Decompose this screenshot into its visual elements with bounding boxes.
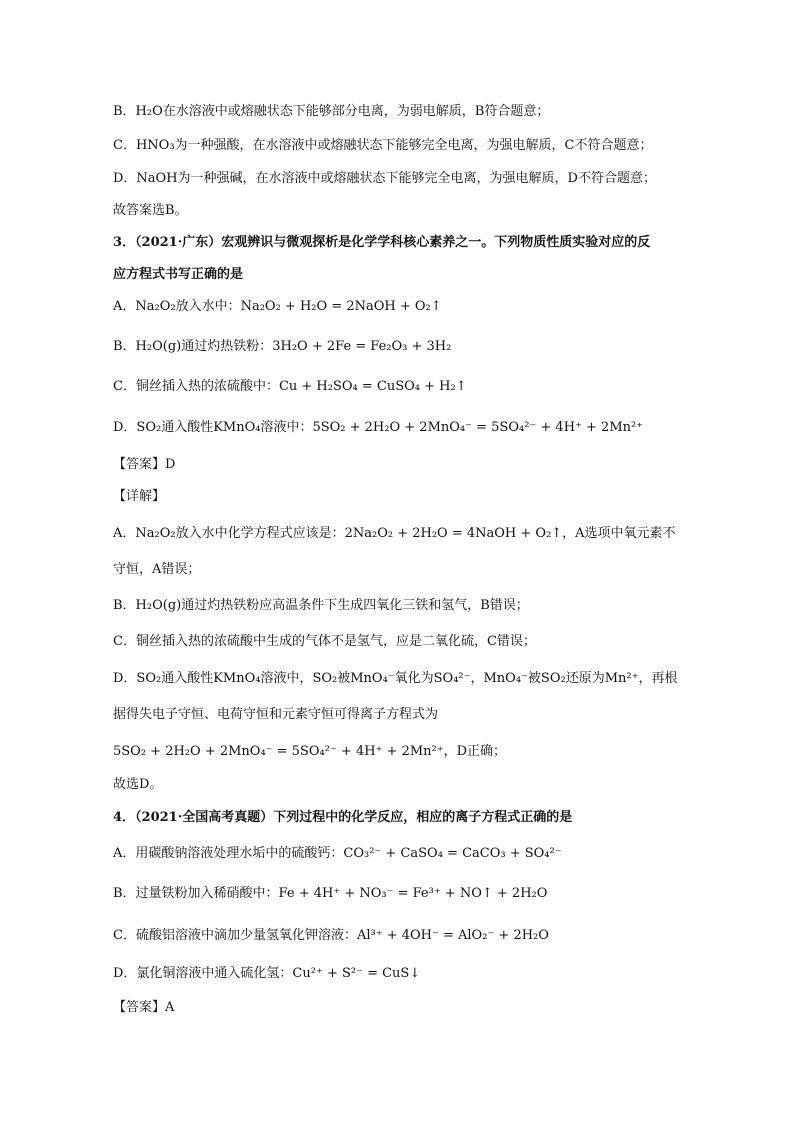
explanation-label: 【详解】 bbox=[113, 489, 166, 504]
explanation-d-cont: 据得失电子守恒、电荷守恒和元素守恒可得离子方程式为 bbox=[113, 707, 439, 722]
q4-option-b: B．过量铁粉加入稀硝酸中：Fe + 4H⁺ + NO₃⁻ = Fe³⁺ + NO↑ + 2H₂O bbox=[113, 886, 548, 901]
q4-option-c: C．硫酸铝溶液中滴加少量氢氧化钾溶液：Al³⁺ + 4OH⁻ = AlO₂⁻ + 2H₂O bbox=[113, 928, 549, 943]
option-d: D．SO₂通入酸性KMnO₄溶液中：5SO₂ + 2H₂O + 2MnO₄⁻ = 5SO₄²⁻ + 4H⁺ + 2Mn²⁺ bbox=[113, 420, 644, 435]
option-c: C．铜丝插入热的浓硫酸中：Cu + H₂SO₄ = CuSO₄ + H₂↑ bbox=[113, 379, 467, 394]
explanation-a-cont: 守恒，A错误； bbox=[113, 562, 201, 577]
text-line: 故答案选B。 bbox=[113, 203, 188, 218]
explanation-a: A．Na₂O₂放入水中化学方程式应该是：2Na₂O₂ + 2H₂O = 4NaOH + O₂↑，A选项中氧元素不 bbox=[113, 526, 676, 541]
text-line: C．HNO₃为一种强酸，在水溶液中或熔融状态下能够完全电离，为强电解质，C不符合题意； bbox=[113, 138, 653, 153]
explanation-b: B．H₂O(g)通过灼热铁粉应高温条件下生成四氧化三铁和氢气，B错误； bbox=[113, 598, 529, 613]
q4-option-d: D．氯化铜溶液中通入硫化氢：Cu²⁺ + S²⁻ = CuS↓ bbox=[113, 966, 421, 981]
explanation-d: D．SO₂通入酸性KMnO₄溶液中，SO₂被MnO₄⁻氧化为SO₄²⁻，MnO₄⁻被SO₂还原为Mn²⁺，再根 bbox=[113, 671, 678, 686]
option-a: A．Na₂O₂放入水中：Na₂O₂ + H₂O = 2NaOH + O₂↑ bbox=[113, 299, 442, 314]
explanation-c: C．铜丝插入热的浓硫酸中生成的气体不是氢气，应是二氧化硫，C错误； bbox=[113, 634, 536, 649]
text-line: B．H₂O在水溶液中或熔融状态下能够部分电离，为弱电解质，B符合题意； bbox=[113, 104, 550, 119]
option-b: B．H₂O(g)通过灼热铁粉：3H₂O + 2Fe = Fe₂O₃ + 3H₂ bbox=[113, 339, 452, 354]
ionic-equation: 5SO₂ + 2H₂O + 2MnO₄⁻ = 5SO₄²⁻ + 4H⁺ + 2Mn²⁺，D正确； bbox=[113, 744, 507, 759]
text-line: D．NaOH为一种强碱，在水溶液中或熔融状态下能够完全电离，为强电解质，D不符合题意； bbox=[113, 171, 656, 186]
question-3-stem: 3．（2021·广东）宏观辨识与微观探析是化学学科核心素养之一。下列物质性质实验对应的反 bbox=[113, 235, 651, 250]
q4-answer-label: 【答案】A bbox=[113, 1000, 175, 1015]
answer-label: 【答案】D bbox=[113, 457, 176, 472]
q4-option-a: A．用碳酸钠溶液处理水垢中的硫酸钙：CO₃²⁻ + CaSO₄ = CaCO₃ + SO₄²⁻ bbox=[113, 846, 562, 861]
question-3-stem-cont: 应方程式书写正确的是 bbox=[113, 267, 244, 282]
explanation-conclusion: 故选D。 bbox=[113, 777, 163, 792]
question-4-stem: 4．（2021·全国高考真题）下列过程中的化学反应，相应的离子方程式正确的是 bbox=[113, 810, 573, 825]
